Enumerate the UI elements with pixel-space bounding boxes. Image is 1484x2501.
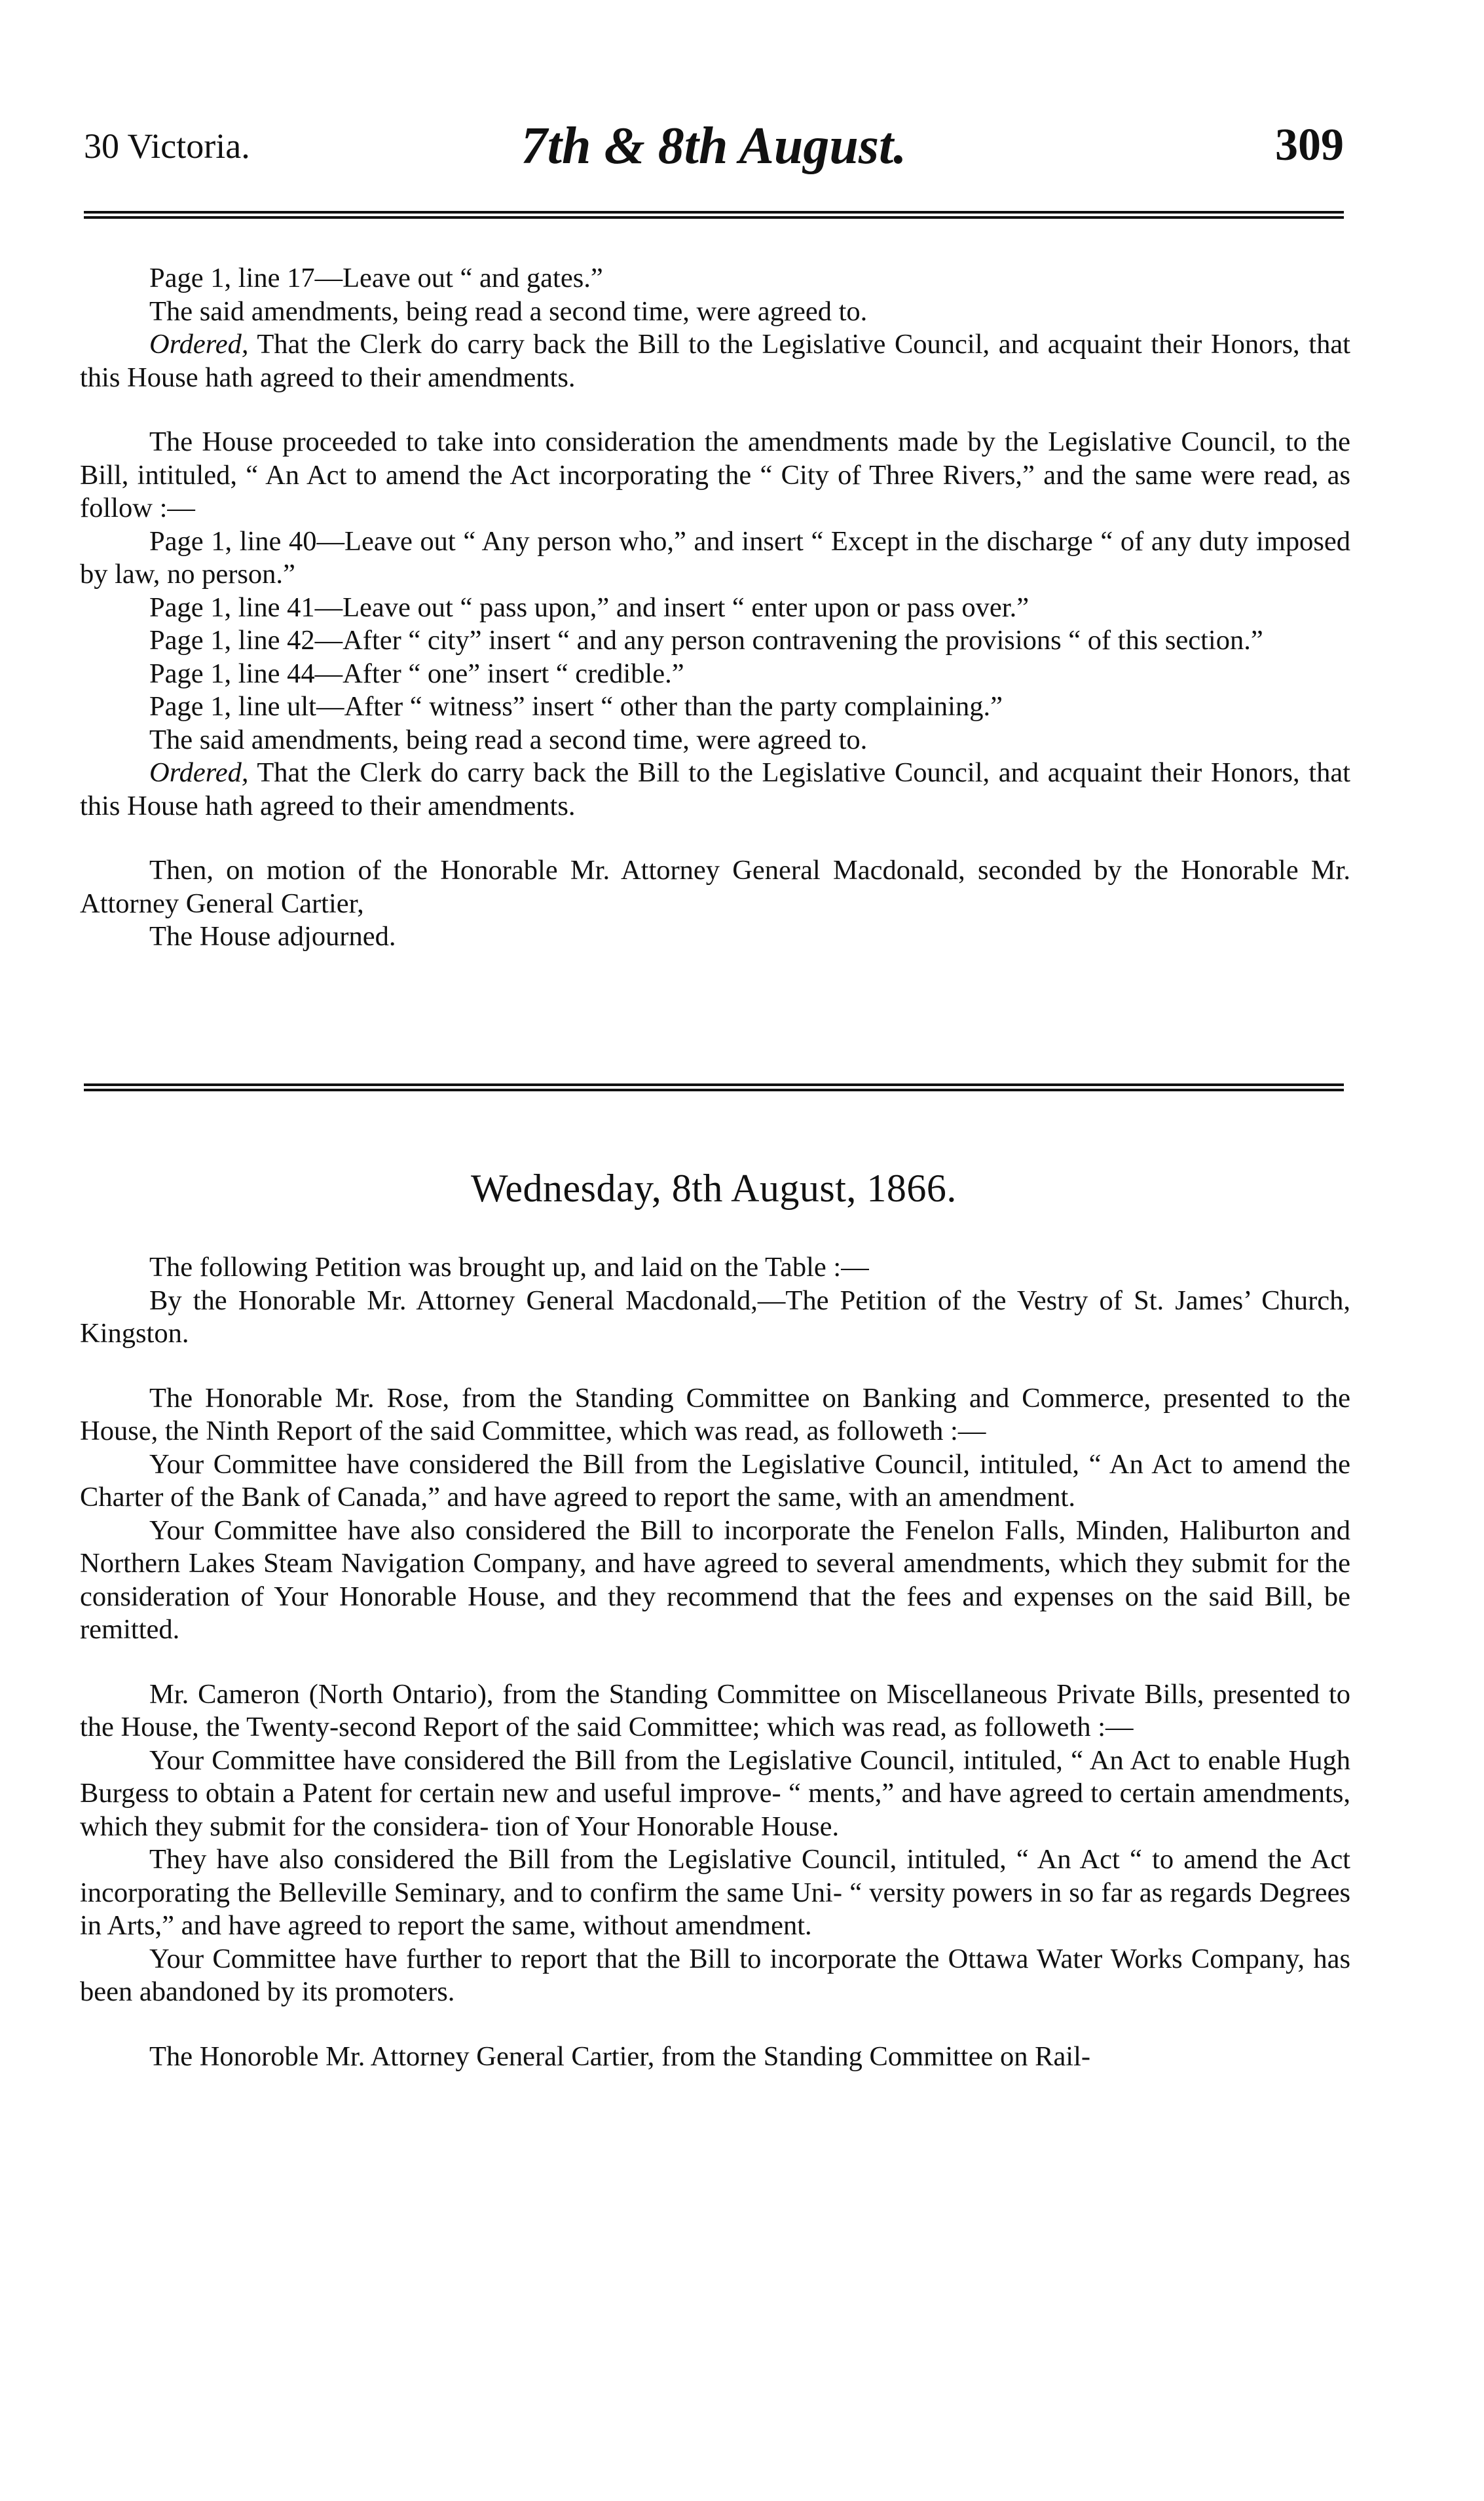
paragraph bbox=[80, 1943, 1350, 2009]
proceedings-section-1 bbox=[80, 262, 1350, 954]
section-divider-rule bbox=[84, 1083, 1344, 1091]
paragraph bbox=[80, 262, 1350, 295]
paragraph bbox=[80, 920, 1350, 954]
paragraph-text: The House proceeded to take into consideration the amendments made by the Legislative Council, to the Bill, intituled, “ An Act to amend the Act incorporating the “ City of Three Rivers,” and the same were read, as follow :— bbox=[80, 426, 1350, 523]
paragraph-text: The said amendments, being read a second time, were agreed to. bbox=[149, 724, 868, 755]
paragraph bbox=[80, 1678, 1350, 1744]
paragraph-text: The said amendments, being read a second time, were agreed to. bbox=[149, 295, 868, 327]
paragraph-text: Page 1, line 44—After “ one” insert “ credible.” bbox=[149, 658, 684, 689]
paragraph bbox=[80, 658, 1350, 691]
paragraph bbox=[80, 854, 1350, 920]
paragraph-text: Your Committee have considered the Bill from the Legislative Council, intituled, “ An Act to amend the Charter of the Bank of Canada,” and have agreed to report the same, with an amendment. bbox=[80, 1448, 1350, 1513]
paragraph-text: They have also considered the Bill from the Legislative Council, intituled, “ An Act “ to amend the Act incorporating the Belleville Seminary, and to confirm the same Uni- “ versity powers in so far as regards Degrees in Arts,” and have agreed to report the same, without amendment. bbox=[80, 1844, 1350, 1941]
paragraph bbox=[80, 328, 1350, 394]
day-heading: Wednesday, 8th August, 1866. bbox=[471, 1167, 957, 1210]
paragraph-text: Page 1, line 41—Leave out “ pass upon,” and insert “ enter upon or pass over.” bbox=[149, 592, 1030, 623]
paragraph-text: The Honorable Mr. Rose, from the Standing Committee on Banking and Commerce, presented to the House, the Ninth Report of the said Committee, which was read, as followeth :— bbox=[80, 1382, 1350, 1446]
paragraph bbox=[80, 724, 1350, 757]
paragraph bbox=[80, 295, 1350, 329]
paragraph-text: Page 1, line 42—After “ city” insert “ and any person contravening the provisions “ of this section.” bbox=[149, 625, 1263, 656]
paragraph bbox=[80, 1251, 1350, 1285]
paragraph bbox=[80, 426, 1350, 525]
paragraph-text: The following Petition was brought up, and laid on the Table :— bbox=[149, 1252, 869, 1283]
page-header bbox=[84, 117, 1344, 182]
paragraph bbox=[80, 2040, 1350, 2074]
paragraph bbox=[80, 1448, 1350, 1514]
paragraph bbox=[80, 1382, 1350, 1448]
header-date: 7th & 8th August. bbox=[521, 117, 907, 175]
paragraph-text: Your Committee have further to report that the Bill to incorporate the Ottawa Water Works Company, has been abandoned by its promoters. bbox=[80, 1943, 1350, 2007]
paragraph bbox=[80, 1285, 1350, 1351]
paragraph-text: By the Honorable Mr. Attorney General Macdonald,—The Petition of the Vestry of St. James’ Church, Kingston. bbox=[80, 1285, 1350, 1349]
header-session: 30 Victoria. bbox=[84, 126, 250, 166]
paragraph bbox=[80, 1514, 1350, 1647]
paragraph-text: Mr. Cameron (North Ontario), from the Standing Committee on Miscellaneous Private Bills, presented to the House, the Twenty-second Report of the said Committee; which was read, as followeth :— bbox=[80, 1678, 1350, 1742]
paragraph bbox=[80, 757, 1350, 823]
paragraph-text: The Honoroble Mr. Attorney General Cartier, from the Standing Committee on Rail- bbox=[149, 2040, 1091, 2072]
paragraph bbox=[80, 624, 1350, 658]
proceedings-section-2 bbox=[80, 1251, 1350, 2073]
paragraph-text: The House adjourned. bbox=[149, 921, 396, 952]
paragraph-text: That the Clerk do carry back the Bill to the Legislative Council, and acquaint their Honors, that this House hath agreed to their amendments. bbox=[80, 757, 1350, 821]
header-rule bbox=[84, 211, 1344, 219]
paragraph-lead: Ordered, bbox=[149, 757, 249, 788]
page-number: 309 bbox=[1275, 120, 1344, 170]
paragraph-text: That the Clerk do carry back the Bill to the Legislative Council, and acquaint their Honors, that this House hath agreed to their amendments. bbox=[80, 329, 1350, 393]
paragraph-text: Your Committee have also considered the Bill to incorporate the Fenelon Falls, Minden, Haliburton and Northern Lakes Steam Navigation Company, and have agreed to several amendments, which they submit for the consideration of Your Honorable House, and they recommend that the fees and expenses on the said Bill, be remitted. bbox=[80, 1514, 1350, 1645]
paragraph bbox=[80, 1843, 1350, 1943]
paragraph-text: Page 1, line 40—Leave out “ Any person who,” and insert “ Except in the discharge “ of any duty imposed by law, no person.” bbox=[80, 525, 1350, 590]
paragraph bbox=[80, 1744, 1350, 1844]
paragraph bbox=[80, 592, 1350, 625]
paragraph-lead: Ordered, bbox=[149, 329, 249, 360]
paragraph bbox=[80, 690, 1350, 724]
paragraph-text: Page 1, line ult—After “ witness” insert “ other than the party complaining.” bbox=[149, 691, 1003, 722]
paragraph-text: Page 1, line 17—Leave out “ and gates.” bbox=[149, 263, 603, 293]
paragraph bbox=[80, 525, 1350, 592]
paragraph-text: Your Committee have considered the Bill from the Legislative Council, intituled, “ An Act to enable Hugh Burgess to obtain a Patent for certain new and useful improve- “ ments,” and have agreed to certain amendments, which they submit for the considera- tion of Your Honorable House. bbox=[80, 1744, 1350, 1842]
paragraph-text: Then, on motion of the Honorable Mr. Attorney General Macdonald, seconded by the Honorable Mr. Attorney General Cartier, bbox=[80, 855, 1350, 919]
